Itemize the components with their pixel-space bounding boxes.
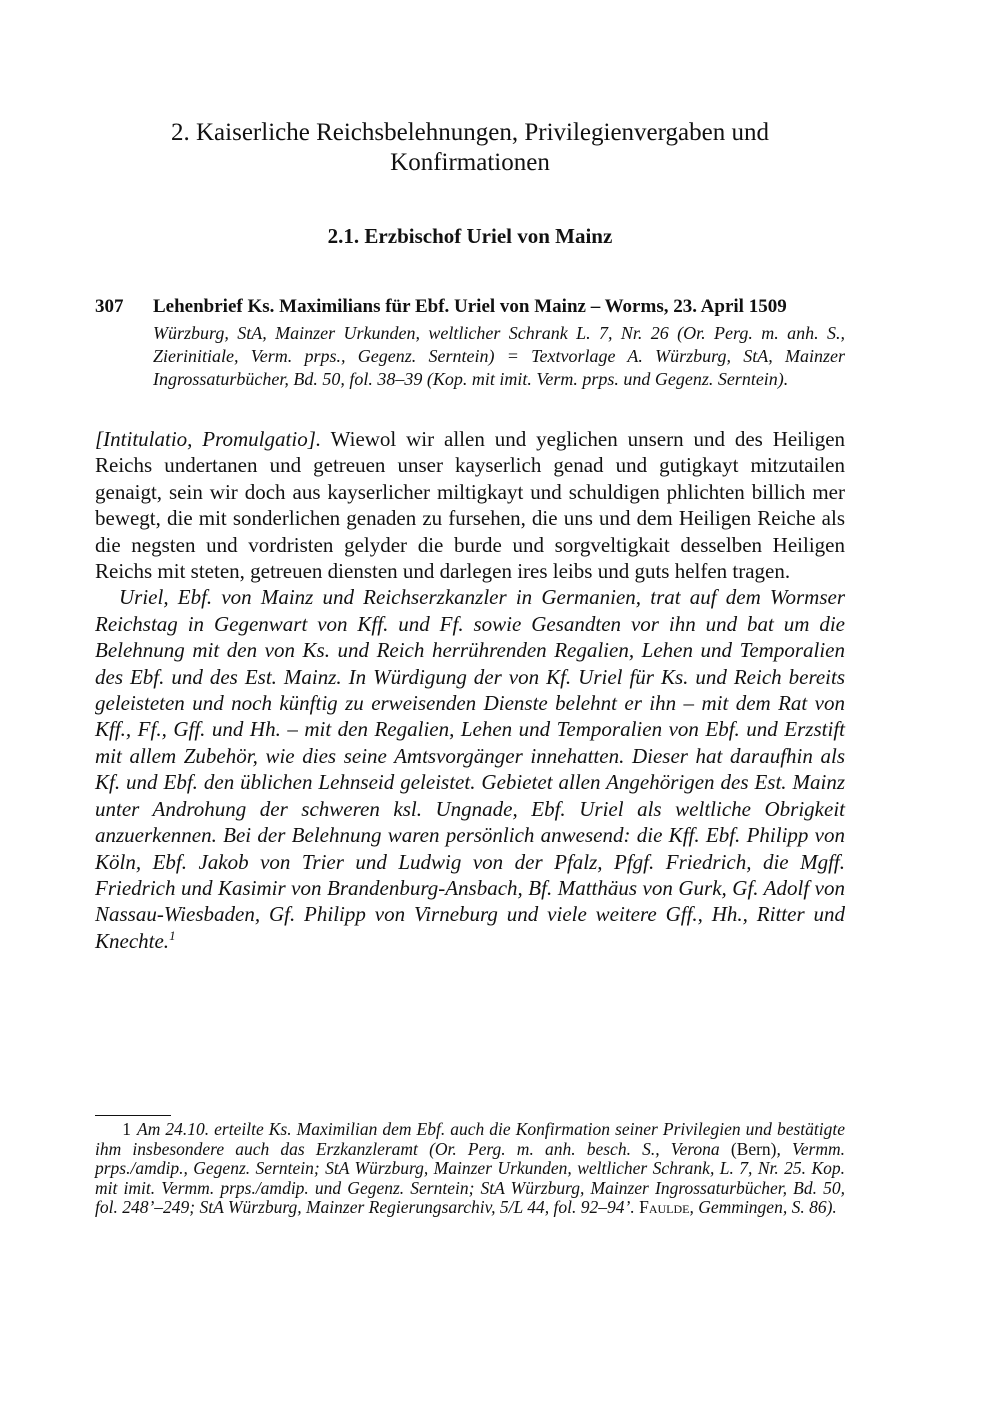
footnote-divider — [95, 1115, 171, 1116]
paragraph-1-text: Wiewol wir allen und yeglichen unsern und des Heiligen Reichs undertanen und getreuen unser kayserlich genad und gutigkayt mitzutailen genaigt, sein wir doch aus kayserlicher miltigkayt und schuldigen phlichten billich mer bewegt, die mit sonderlichen genaden zu fursehen, die uns und dem Heiligen Reiche als die negsten und vordristen gelyder die burde und sorgveltigkait desselben Heiligen Reichs mit steten, getreuen diensten und darlegen ires leibs und guts helfen tragen. — [95, 427, 846, 584]
document-body — [95, 426, 845, 954]
paragraph-1 — [95, 426, 845, 584]
footnote — [95, 1120, 845, 1218]
document-title: Lehenbrief Ks. Maximilians für Ebf. Uriel von Mainz – Worms, 23. April 1509 — [153, 296, 787, 317]
intitulatio-label: [Intitulatio, Promulgatio]. — [95, 427, 322, 451]
footnote-text-2: (Bern) — [719, 1138, 777, 1159]
document-heading — [95, 294, 845, 320]
footnote-text-4: , Gemmingen, S. 86). — [689, 1197, 837, 1217]
chapter-title — [95, 118, 845, 178]
document-number: 307 — [95, 296, 124, 317]
footnote-text-1: Am 24.10. erteilte Ks. Maximilian dem Ebf. auch die Konfirmation seiner Privilegien und bestätigte ihm insbesondere auch das Erzkanzleramt (Or. Perg. m. anh. besch. S., Verona — [95, 1119, 845, 1159]
section-title: 2.1. Erzbischof Uriel von Mainz — [327, 224, 613, 248]
footnote-text-3: , Vermm. prps./amdip., Gegenz. Serntein; StA Würzburg, Mainzer Urkunden, weltlicher Schrank, L. 7, Nr. 25. Kop. mit imit. Vermm. prps./amdip. und Gegenz. Serntein; StA Würzburg, Mainzer Ingrossaturbücher, Bd. 50, fol. 248’–249; StA Würzburg, Mainzer Regierungsarchiv, 5/L 44, fol. 92–94’. — [95, 1138, 845, 1217]
source-description: Würzburg, StA, Mainzer Urkunden, weltlicher Schrank L. 7, Nr. 26 (Or. Perg. m. anh. S., Zierinitiale, Verm. prps., Gegenz. Serntein) = Textvorlage A. Würzburg, StA, Mainzer Ingrossaturbücher, Bd. 50, fol. 38–39 (Kop. mit imit. Verm. prps. und Gegenz. Serntein). — [153, 323, 845, 389]
chapter-title-line-1: 2. Kaiserliche Reichsbelehnungen, Privilegienvergaben und — [171, 119, 769, 146]
paragraph-2 — [95, 584, 845, 954]
footnote-reference[interactable]: 1 — [169, 927, 176, 943]
footnote-mark: 1 — [122, 1119, 131, 1139]
footnote-author: Faulde — [639, 1197, 690, 1217]
chapter-title-line-2: Konfirmationen — [390, 149, 550, 176]
paragraph-2-text: Uriel, Ebf. von Mainz und Reichserzkanzler in Germanien, trat auf dem Wormser Reichstag in Gegenwart von Kff. und Ff. sowie Gesandten vor ihn und bat um die Belehnung mit den von Ks. und Reich herrührenden Regalien, Lehen und Temporalien des Ebf. und des Est. Mainz. In Würdigung der von Kf. Uriel für Ks. und Reich bereits geleisteten und noch künftig zu erweisenden Dienste belehnt er ihn – mit dem Rat von Kff., Ff., Gff. und Hh. – mit den Regalien, Lehen und Temporalien von Ebf. und Erzstift mit allem Zubehör, wie dies seine Amtsvorgänger innehatten. Dieser hat daraufhin als Kf. und Ebf. den üblichen Lehnseid geleistet. Gebietet allen Angehörigen des Est. Mainz unter Androhung der schweren ksl. Ungnade, Ebf. Uriel als weltliche Obrigkeit anzuerkennen. Bei der Belehnung waren persönlich anwesend: die Kff. Ebf. Philipp von Köln, Ebf. Jakob von Trier und Ludwig von der Pfalz, Pfgf. Friedrich, die Mgff. Friedrich und Kasimir von Brandenburg-Ansbach, Bf. Matthäus von Gurk, Gf. Adolf von Nassau-Wiesbaden, Gf. Philipp von Virneburg und viele weitere Gff., Hh., Ritter und Knechte. — [95, 585, 845, 953]
